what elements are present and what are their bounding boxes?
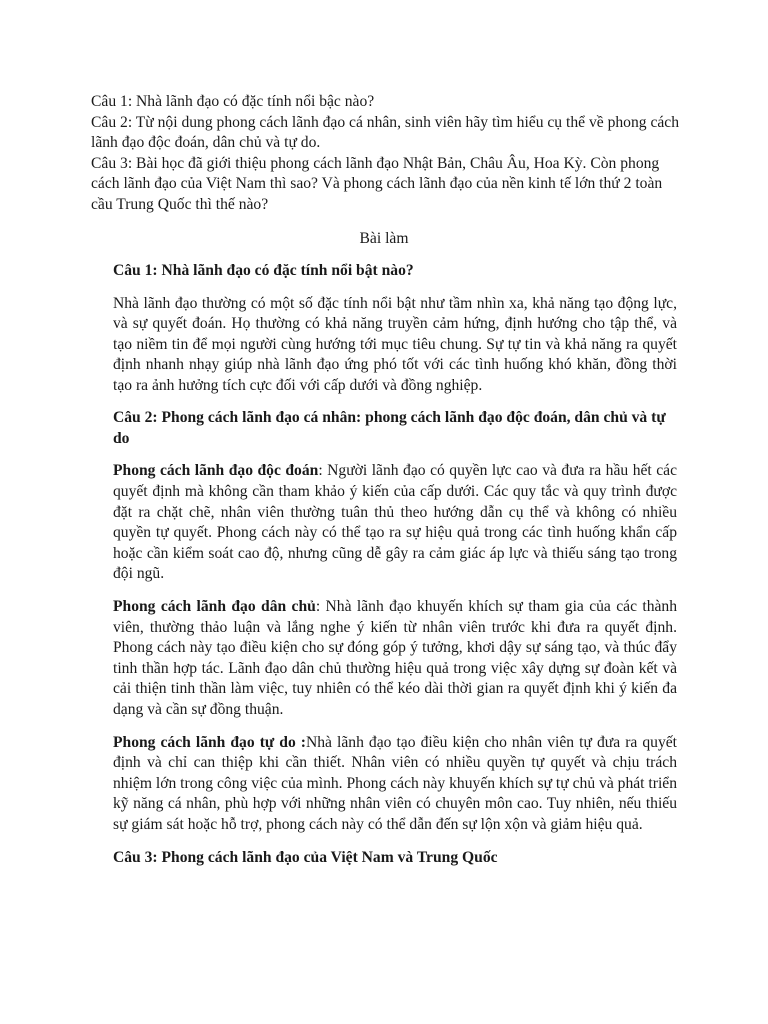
question-3: Câu 3: Bài học đã giới thiệu phong cách lãnh đạo Nhật Bản, Châu Âu, Hoa Kỳ. Còn phong cách lãnh đạo của Việt Nam thì sao? Và phong cách lãnh đạo của nền kinh tế lớn thứ 2 toàn cầu Trung Quốc thì thế nào? xyxy=(91,154,663,213)
laissez-faire-label: Phong cách lãnh đạo tự do : xyxy=(113,733,306,751)
answer-body xyxy=(113,261,677,880)
democratic-label: Phong cách lãnh đạo dân chủ xyxy=(113,598,316,616)
section-2-heading: Câu 2: Phong cách lãnh đạo cá nhân: phong cách lãnh đạo độc đoán, dân chủ và tự do xyxy=(113,409,666,447)
answer-title: Bài làm xyxy=(359,230,409,247)
autocratic-label: Phong cách lãnh đạo độc đoán xyxy=(113,462,319,480)
question-1: Câu 1: Nhà lãnh đạo có đặc tính nổi bậc nào? xyxy=(91,93,375,110)
section-3-heading: Câu 3: Phong cách lãnh đạo của Việt Nam và Trung Quốc xyxy=(113,848,498,866)
question-list xyxy=(91,92,681,215)
section-1-paragraph: Nhà lãnh đạo thường có một số đặc tính nổi bật như tầm nhìn xa, khả năng tạo động lực, và sự quyết đoán. Họ thường có khả năng truyền cảm hứng, định hướng cho tập thể, và tạo niềm tin để mọi người cùng hướng tới mục tiêu chung. Sự tự tin và khả năng ra quyết định nhanh nhạy giúp nhà lãnh đạo ứng phó tốt với các tình huống khó khăn, đồng thời tạo ra ảnh hưởng tích cực đối với cấp dưới và đồng nghiệp. xyxy=(113,294,677,394)
section-1-heading: Câu 1: Nhà lãnh đạo có đặc tính nổi bật nào? xyxy=(113,262,414,279)
autocratic-text: : Người lãnh đạo có quyền lực cao và đưa ra hầu hết các quyết định mà không cần tham khảo ý kiến của cấp dưới. Các quy tắc và quy trình được đặt ra chặt chẽ, nhân viên thường tuân thủ theo hướng dẫn cụ thể và không có nhiều quyền tự quyết. Phong cách này có thể tạo ra sự hiệu quả trong các tình huống khẩn cấp hoặc cần kiểm soát cao độ, nhưng cũng dễ gây ra cảm giác áp lực và thiếu sáng tạo trong đội ngũ. xyxy=(113,462,677,583)
democratic-text: : Nhà lãnh đạo khuyến khích sự tham gia của các thành viên, thường thảo luận và lắng nghe ý kiến từ nhân viên trước khi đưa ra quyết định. Phong cách này tạo điều kiện cho sự đóng góp ý tưởng, khơi dậy sự sáng tạo, và thúc đẩy tinh thần hợp tác. Lãnh đạo dân chủ thường hiệu quả trong việc xây dựng sự đoàn kết và cải thiện tinh thần làm việc, tuy nhiên có thể kéo dài thời gian ra quyết định khi ý kiến đa dạng và cần sự đồng thuận. xyxy=(113,598,678,718)
democratic-paragraph xyxy=(113,597,677,721)
question-2: Câu 2: Từ nội dung phong cách lãnh đạo cá nhân, sinh viên hãy tìm hiểu cụ thể về phong cách lãnh đạo độc đoán, dân chủ và tự do. xyxy=(91,113,680,151)
autocratic-paragraph xyxy=(113,461,677,585)
laissez-faire-text: Nhà lãnh đạo tạo điều kiện cho nhân viên tự đưa ra quyết định và chỉ can thiệp khi cần thiết. Nhân viên có nhiều quyền tự quyết và chịu trách nhiệm lớn trong công việc của mình. Phong cách này khuyến khích sự tự chủ và phát triển kỹ năng cá nhân, phù hợp với những nhân viên có chuyên môn cao. Tuy nhiên, nếu thiếu sự giám sát hoặc hỗ trợ, phong cách này có thể dẫn đến sự lộn xộn và giảm hiệu quả. xyxy=(113,733,677,833)
laissez-faire-paragraph xyxy=(113,733,677,836)
